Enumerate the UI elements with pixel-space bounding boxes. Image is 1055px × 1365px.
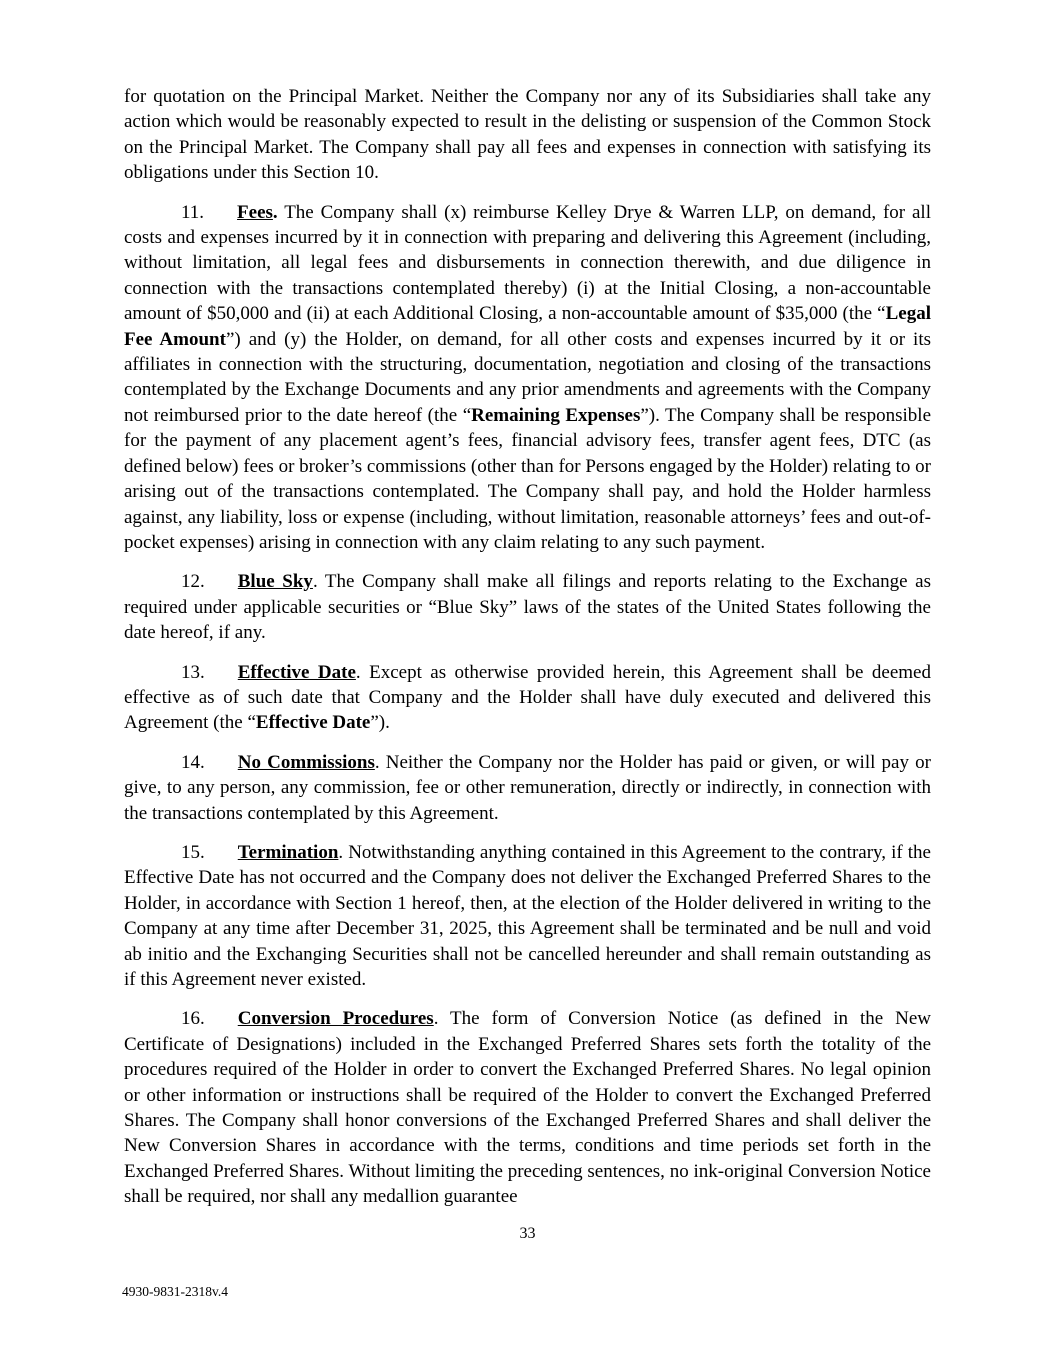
text-segment: . The Company shall make all filings and reports relating to the Exchange as required under applicable securities or “Blue Sky” laws of the states of the United States following the date hereof, if any. bbox=[124, 571, 931, 644]
section-number: 15. bbox=[181, 841, 205, 863]
bold-text-segment: Remaining Expenses bbox=[471, 404, 641, 426]
section-heading: No Commissions bbox=[237, 751, 375, 773]
section-paragraph bbox=[124, 569, 931, 645]
text-segment: ”) and (y) the Holder, on demand, for all other costs and expenses incurred by it or its affiliates in connection with the structuring, documentation, negotiation and closing of the transactions contemplated by the Exchange Documents and any prior amendments and agreements with the Company not reimbursed prior to the date hereof (the “ bbox=[124, 328, 931, 426]
text-segment: . Notwithstanding anything contained in this Agreement to the contrary, if the Effective Date has not occurred and the Company does not deliver the Exchanged Preferred Shares to the Holder, in accordance with Section 1 hereof, then, at the election of the Holder delivered in writing to the Company at any time after December 31, 2025, this Agreement shall be terminated and be null and void ab initio and the Exchanging Securities shall not be cancelled hereunder and shall remain outstanding as if this Agreement never existed. bbox=[124, 841, 931, 990]
section-number: 13. bbox=[181, 661, 205, 683]
document-body bbox=[124, 84, 931, 1224]
bold-text-segment: . bbox=[272, 201, 278, 223]
body-paragraph bbox=[124, 84, 931, 186]
section-heading: Effective Date bbox=[237, 661, 356, 683]
text-segment: for quotation on the Principal Market. Neither the Company nor any of its Subsidiaries shall take any action which would be reasonably expected to result in the delisting or suspension of the Common Stock on the Principal Market. The Company shall pay all fees and expenses in connection with satisfying its obligations under this Section 10. bbox=[124, 86, 931, 184]
section-paragraph bbox=[124, 1006, 931, 1209]
section-heading: Conversion Procedures bbox=[237, 1008, 434, 1030]
section-heading: Termination bbox=[237, 841, 339, 863]
section-paragraph bbox=[124, 750, 931, 826]
section-paragraph bbox=[124, 840, 931, 992]
page-number: 33 bbox=[519, 1225, 536, 1242]
section-number: 14. bbox=[181, 751, 205, 773]
section-heading: Fees bbox=[237, 201, 273, 223]
text-segment: The Company shall (x) reimburse Kelley Drye & Warren LLP, on demand, for all costs and expenses incurred by it in connection with preparing and delivering this Agreement (including, without limitation, all legal fees and disbursements in connection therewith, and due diligence in connection with the transactions contemplated thereby) (i) at the Initial Closing, a non-accountable amount of $50,000 and (ii) at each Additional Closing, a non-accountable amount of $35,000 (the “ bbox=[124, 201, 931, 325]
section-number: 11. bbox=[181, 201, 205, 223]
section-number: 16. bbox=[181, 1008, 205, 1030]
text-segment: ”). The Company shall be responsible for the payment of any placement agent’s fees, financial advisory fees, transfer agent fees, DTC (as defined below) fees or broker’s commissions (other than for Persons engaged by the Holder) relating to or arising out of the transactions contemplated. The Company shall pay, and hold the Holder harmless against, any liability, loss or expense (including, without limitation, reasonable attorneys’ fees and out-of-pocket expenses) arising in connection with any claim relating to any such payment. bbox=[124, 404, 932, 553]
text-segment: . The form of Conversion Notice (as defined in the New Certificate of Designations) included in the Exchanged Preferred Shares sets forth the totality of the procedures required of the Holder in order to convert the Exchanged Preferred Shares. No legal opinion or other information or instructions shall be required of the Holder to convert the Exchanged Preferred Shares. The Company shall honor conversions of the Exchanged Preferred Shares and shall deliver the New Conversion Shares in accordance with the terms, conditions and time periods set forth in the Exchanged Preferred Shares. Without limiting the preceding sentences, no ink-original Conversion Notice shall be required, nor shall any medallion guarantee bbox=[124, 1008, 931, 1208]
text-segment: ”). bbox=[370, 712, 390, 734]
bold-text-segment: Effective Date bbox=[255, 712, 371, 734]
document-id-footer: 4930-9831-2318v.4 bbox=[122, 1284, 228, 1299]
section-paragraph bbox=[124, 660, 931, 736]
section-number: 12. bbox=[181, 571, 205, 593]
bold-text-segment: Legal Fee Amount bbox=[124, 303, 931, 350]
section-paragraph bbox=[124, 200, 931, 556]
section-heading: Blue Sky bbox=[237, 571, 313, 593]
text-segment: . Except as otherwise provided herein, this Agreement shall be deemed effective as of such date that Company and the Holder shall have duly executed and delivered this Agreement (the “ bbox=[124, 661, 931, 734]
text-segment: . Neither the Company nor the Holder has paid or given, or will pay or give, to any person, any commission, fee or other remuneration, directly or indirectly, in connection with the transactions contemplated by this Agreement. bbox=[124, 751, 932, 824]
